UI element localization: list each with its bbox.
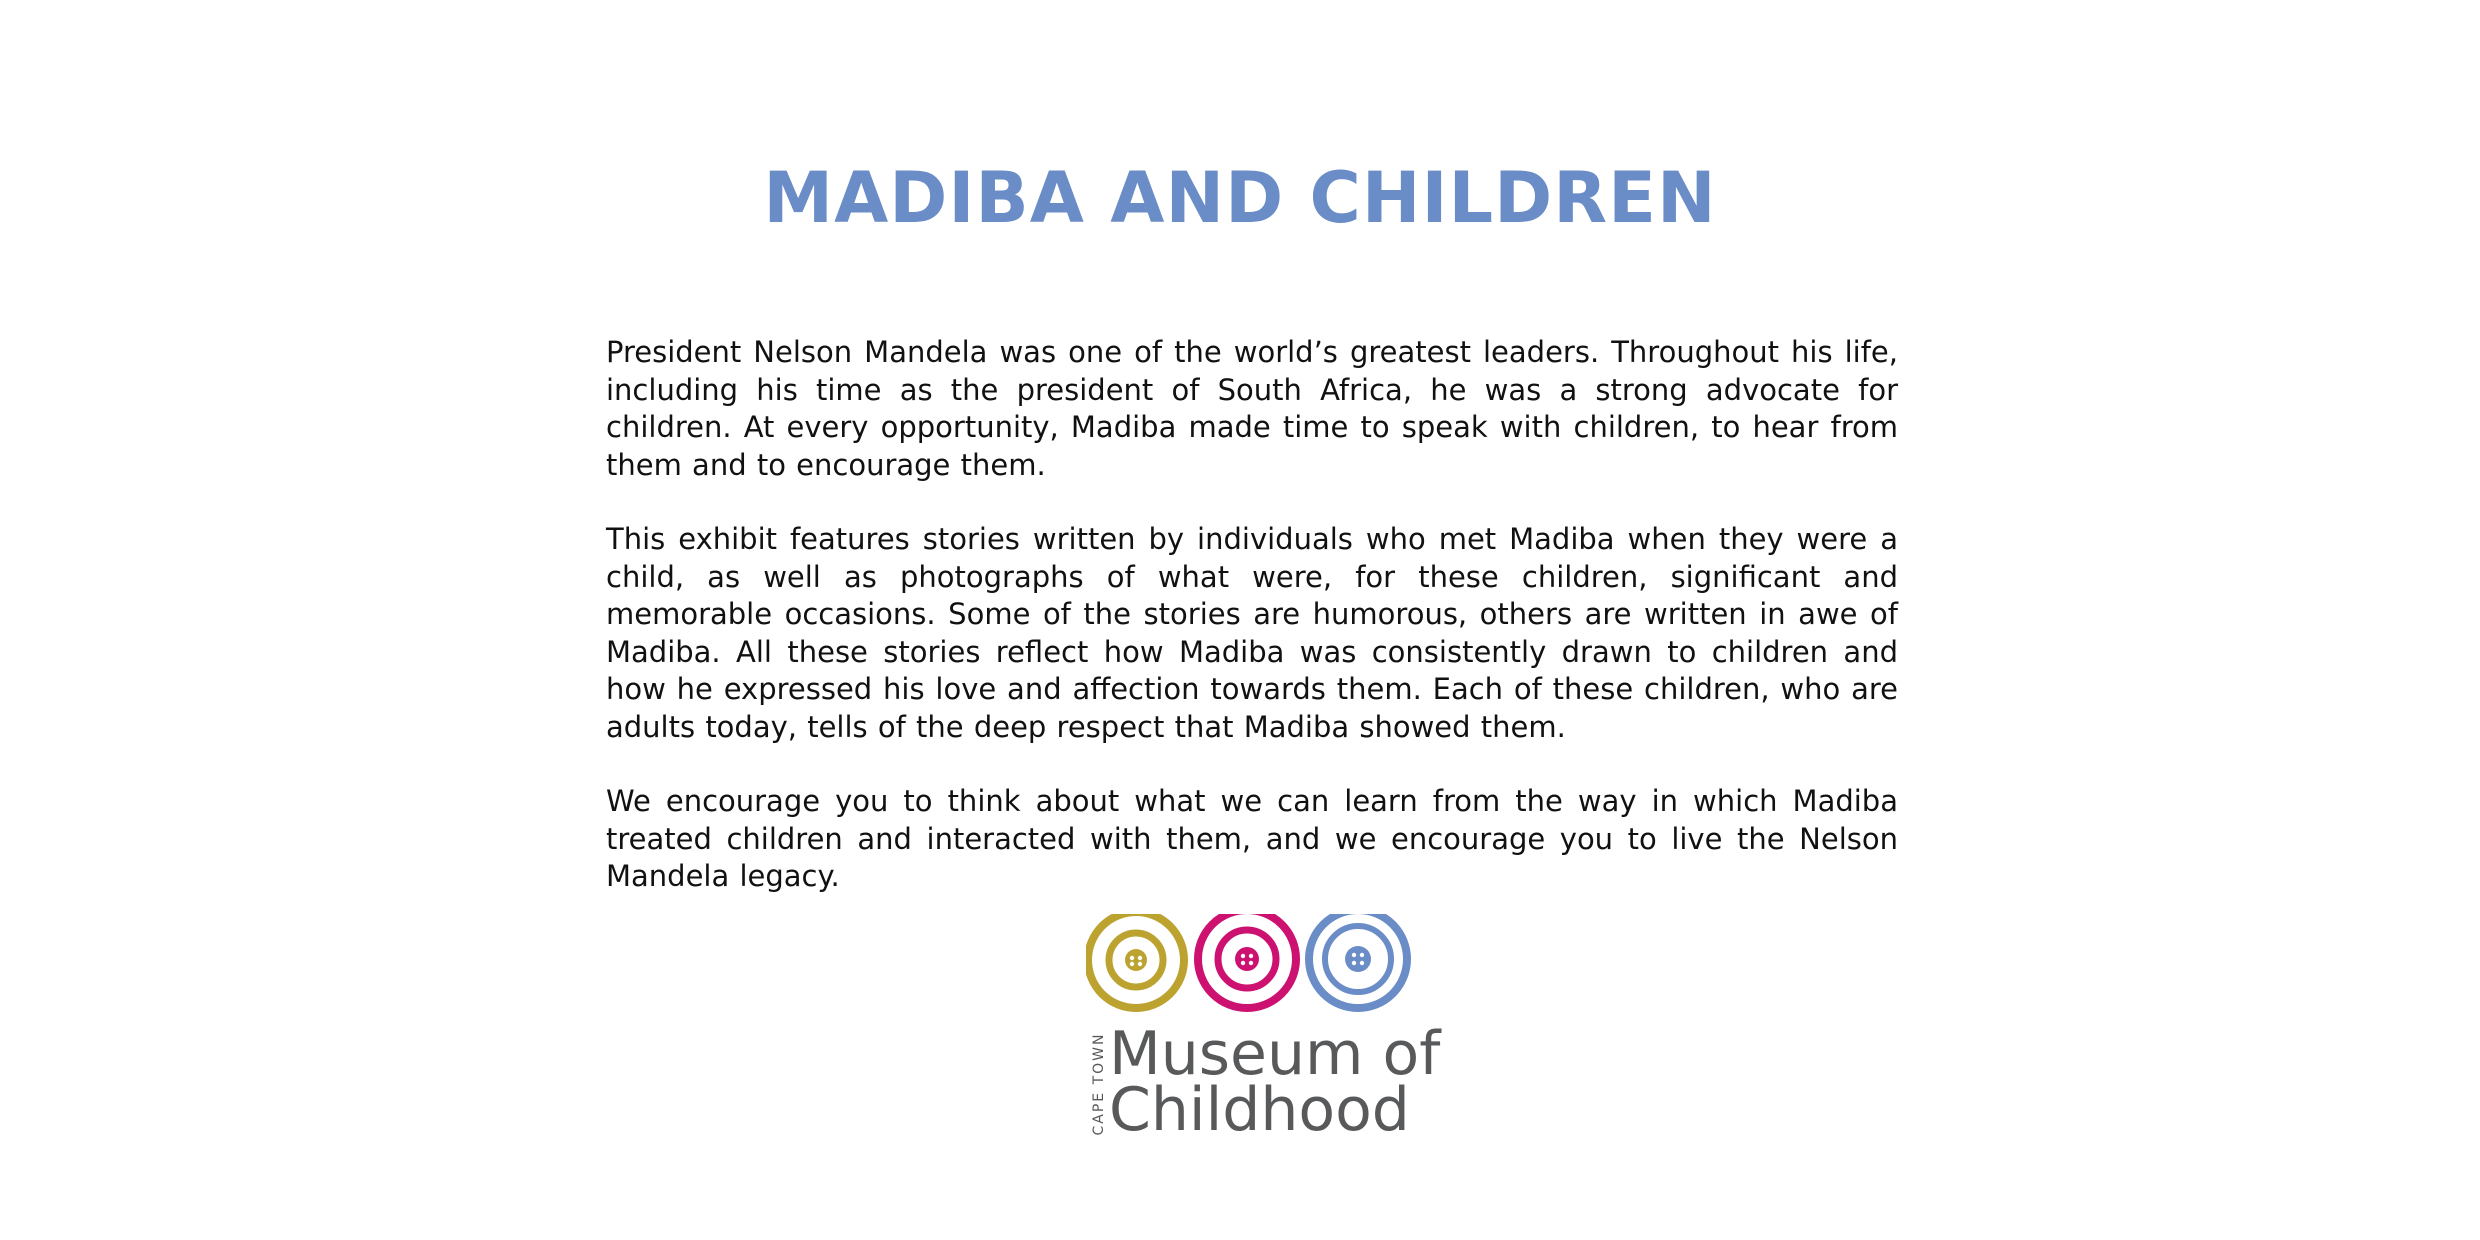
paragraph-3: We encourage you to think about what we can learn from the way in which Madiba treated children and interacted with them, and we encourage you to live the Nelson Mandela legacy. [606,784,1898,893]
page-title: MADIBA AND CHILDREN [763,157,1717,239]
button-circles-graphic [1086,914,1424,1026]
paragraph-2: This exhibit features stories written by individuals who met Madiba when they were a child, as well as photographs of what were, for these children, significant and memorable occasions. Some of the stories are humorous, others are written in awe of Madiba. All these stories reflect how Madiba was consistently drawn to children and how he expressed his love and affection towards them. Each of these children, who are adults today, tells of the deep respect that Madiba showed them. [606,522,1898,744]
logo-city-label: CAPE TOWN [1091,1032,1107,1136]
logo-museum-of: Museum of [1109,1019,1441,1089]
museum-logo [1086,914,1441,1145]
logo-childhood: Childhood [1109,1075,1410,1145]
paragraph-1: President Nelson Mandela was one of the world’s greatest leaders. Throughout his life, including his time as the president of South Africa, he was a strong advocate for children. At every opportunity, Madiba made time to speak with children, to hear from them and to encourage them. [606,335,1898,482]
gold-button-icon [1088,914,1184,1008]
pink-button-icon [1198,914,1296,1008]
blue-button-icon [1309,914,1407,1008]
intro-text [606,334,1898,933]
